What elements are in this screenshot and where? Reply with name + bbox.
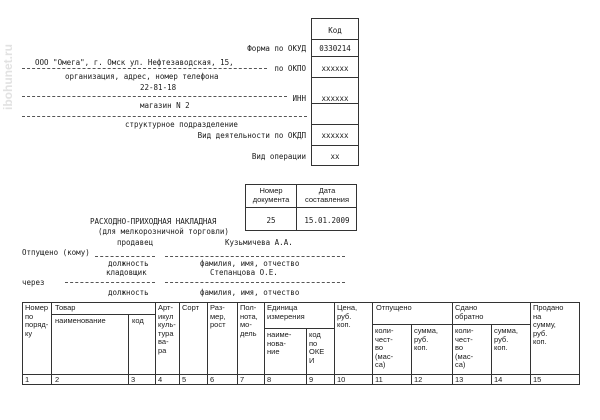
doc-date: 15.01.2009 xyxy=(304,216,350,225)
col-number: 11 xyxy=(375,375,383,384)
th-size: Раз- мер, рост xyxy=(210,303,226,329)
col-number: 8 xyxy=(267,375,272,384)
okpo-label: по ОКПО xyxy=(274,64,306,73)
col-number: 14 xyxy=(494,375,503,384)
storekeeper-name: Степанцова О.Е. xyxy=(210,268,278,277)
via-label: через xyxy=(22,278,45,287)
th-unit: Единица измерения xyxy=(267,303,305,321)
col-number: 13 xyxy=(455,375,464,384)
th-price: Цена, руб. коп. xyxy=(337,303,358,329)
th-goods-code: код xyxy=(132,316,144,325)
col-number: 10 xyxy=(337,375,346,384)
th-article: Арт- икул куль- тура ва- ра xyxy=(158,303,176,355)
doc-number-header: Номер документа xyxy=(252,186,290,204)
okud-value: 0330214 xyxy=(319,44,351,53)
codes-box xyxy=(311,18,359,166)
col-number: 1 xyxy=(25,375,30,384)
fio-caption: фамилия, имя, отчество xyxy=(200,259,300,268)
org-phone: 22-81-18 xyxy=(140,83,177,92)
col-number: 6 xyxy=(210,375,215,384)
division-name: магазин N 2 xyxy=(140,101,190,110)
th-issued-qty: коли- чест- во (мас- са) xyxy=(375,326,394,369)
division-caption: структурное подразделение xyxy=(125,120,238,129)
th-sold: Продано на сумму, руб. коп. xyxy=(533,303,564,346)
col-number: 2 xyxy=(55,375,60,384)
th-unit-code: код по ОКЕ И xyxy=(309,330,325,365)
col-number: 7 xyxy=(240,375,245,384)
doc-subtitle: (для мелкорозничной торговли) xyxy=(98,227,229,236)
col-number: 5 xyxy=(182,375,187,384)
doc-number: 25 xyxy=(266,216,276,225)
th-returned-qty: коли- чест- во (мас- са) xyxy=(455,326,474,369)
org-name: ООО "Омега", г. Омск ул. Нефтезаводская, 15, xyxy=(35,58,234,67)
org-caption: организация, адрес, номер телефона xyxy=(65,72,219,81)
op-value: хх xyxy=(330,152,340,161)
col-number: 4 xyxy=(158,375,163,384)
seller-label: продавец xyxy=(117,238,154,247)
th-unit-name: наиме- нова- ние xyxy=(267,330,292,356)
th-goods: Товар xyxy=(55,303,76,312)
fio-caption-2: фамилия, имя, отчество xyxy=(200,288,300,297)
position-caption: должность xyxy=(108,259,149,268)
op-label: Вид операции xyxy=(251,152,306,161)
position-caption-2: должность xyxy=(108,288,149,297)
th-issued-sum: сумма, руб. коп. xyxy=(414,326,438,352)
col-number: 3 xyxy=(131,375,136,384)
col-number: 12 xyxy=(414,375,423,384)
codes-header: Код xyxy=(328,26,342,35)
th-fullness: Пол- нота, мо- дель xyxy=(240,303,258,338)
storekeeper-label: кладовщик xyxy=(106,268,147,277)
issued-to-label: Отпущено (кому) xyxy=(22,248,90,257)
th-returned: Сдано обратно xyxy=(455,303,484,321)
inn-label: ИНН xyxy=(292,94,306,103)
watermark: ibohunet.ru xyxy=(1,44,15,110)
th-returned-sum: сумма, руб. коп. xyxy=(494,326,518,352)
col-number: 15 xyxy=(533,375,542,384)
seller-name: Кузьмичева А.А. xyxy=(225,238,293,247)
col-number: 9 xyxy=(309,375,314,384)
th-sort: Сорт xyxy=(182,303,200,312)
th-issued: Отпущено xyxy=(376,303,412,312)
inn-value: хххххх xyxy=(321,94,349,103)
okdp-value: хххххх xyxy=(321,131,349,140)
th-number: Номер по поряд- ку xyxy=(25,303,49,338)
th-goods-name: наименование xyxy=(55,316,106,325)
doc-date-header: Дата составления xyxy=(304,186,350,204)
okpo-value: хххххх xyxy=(321,64,349,73)
doc-title: РАСХОДНО-ПРИХОДНАЯ НАКЛАДНАЯ xyxy=(90,217,217,226)
okud-label: Форма по ОКУД xyxy=(247,44,306,53)
okdp-label: Вид деятельности по ОКДП xyxy=(197,131,306,140)
